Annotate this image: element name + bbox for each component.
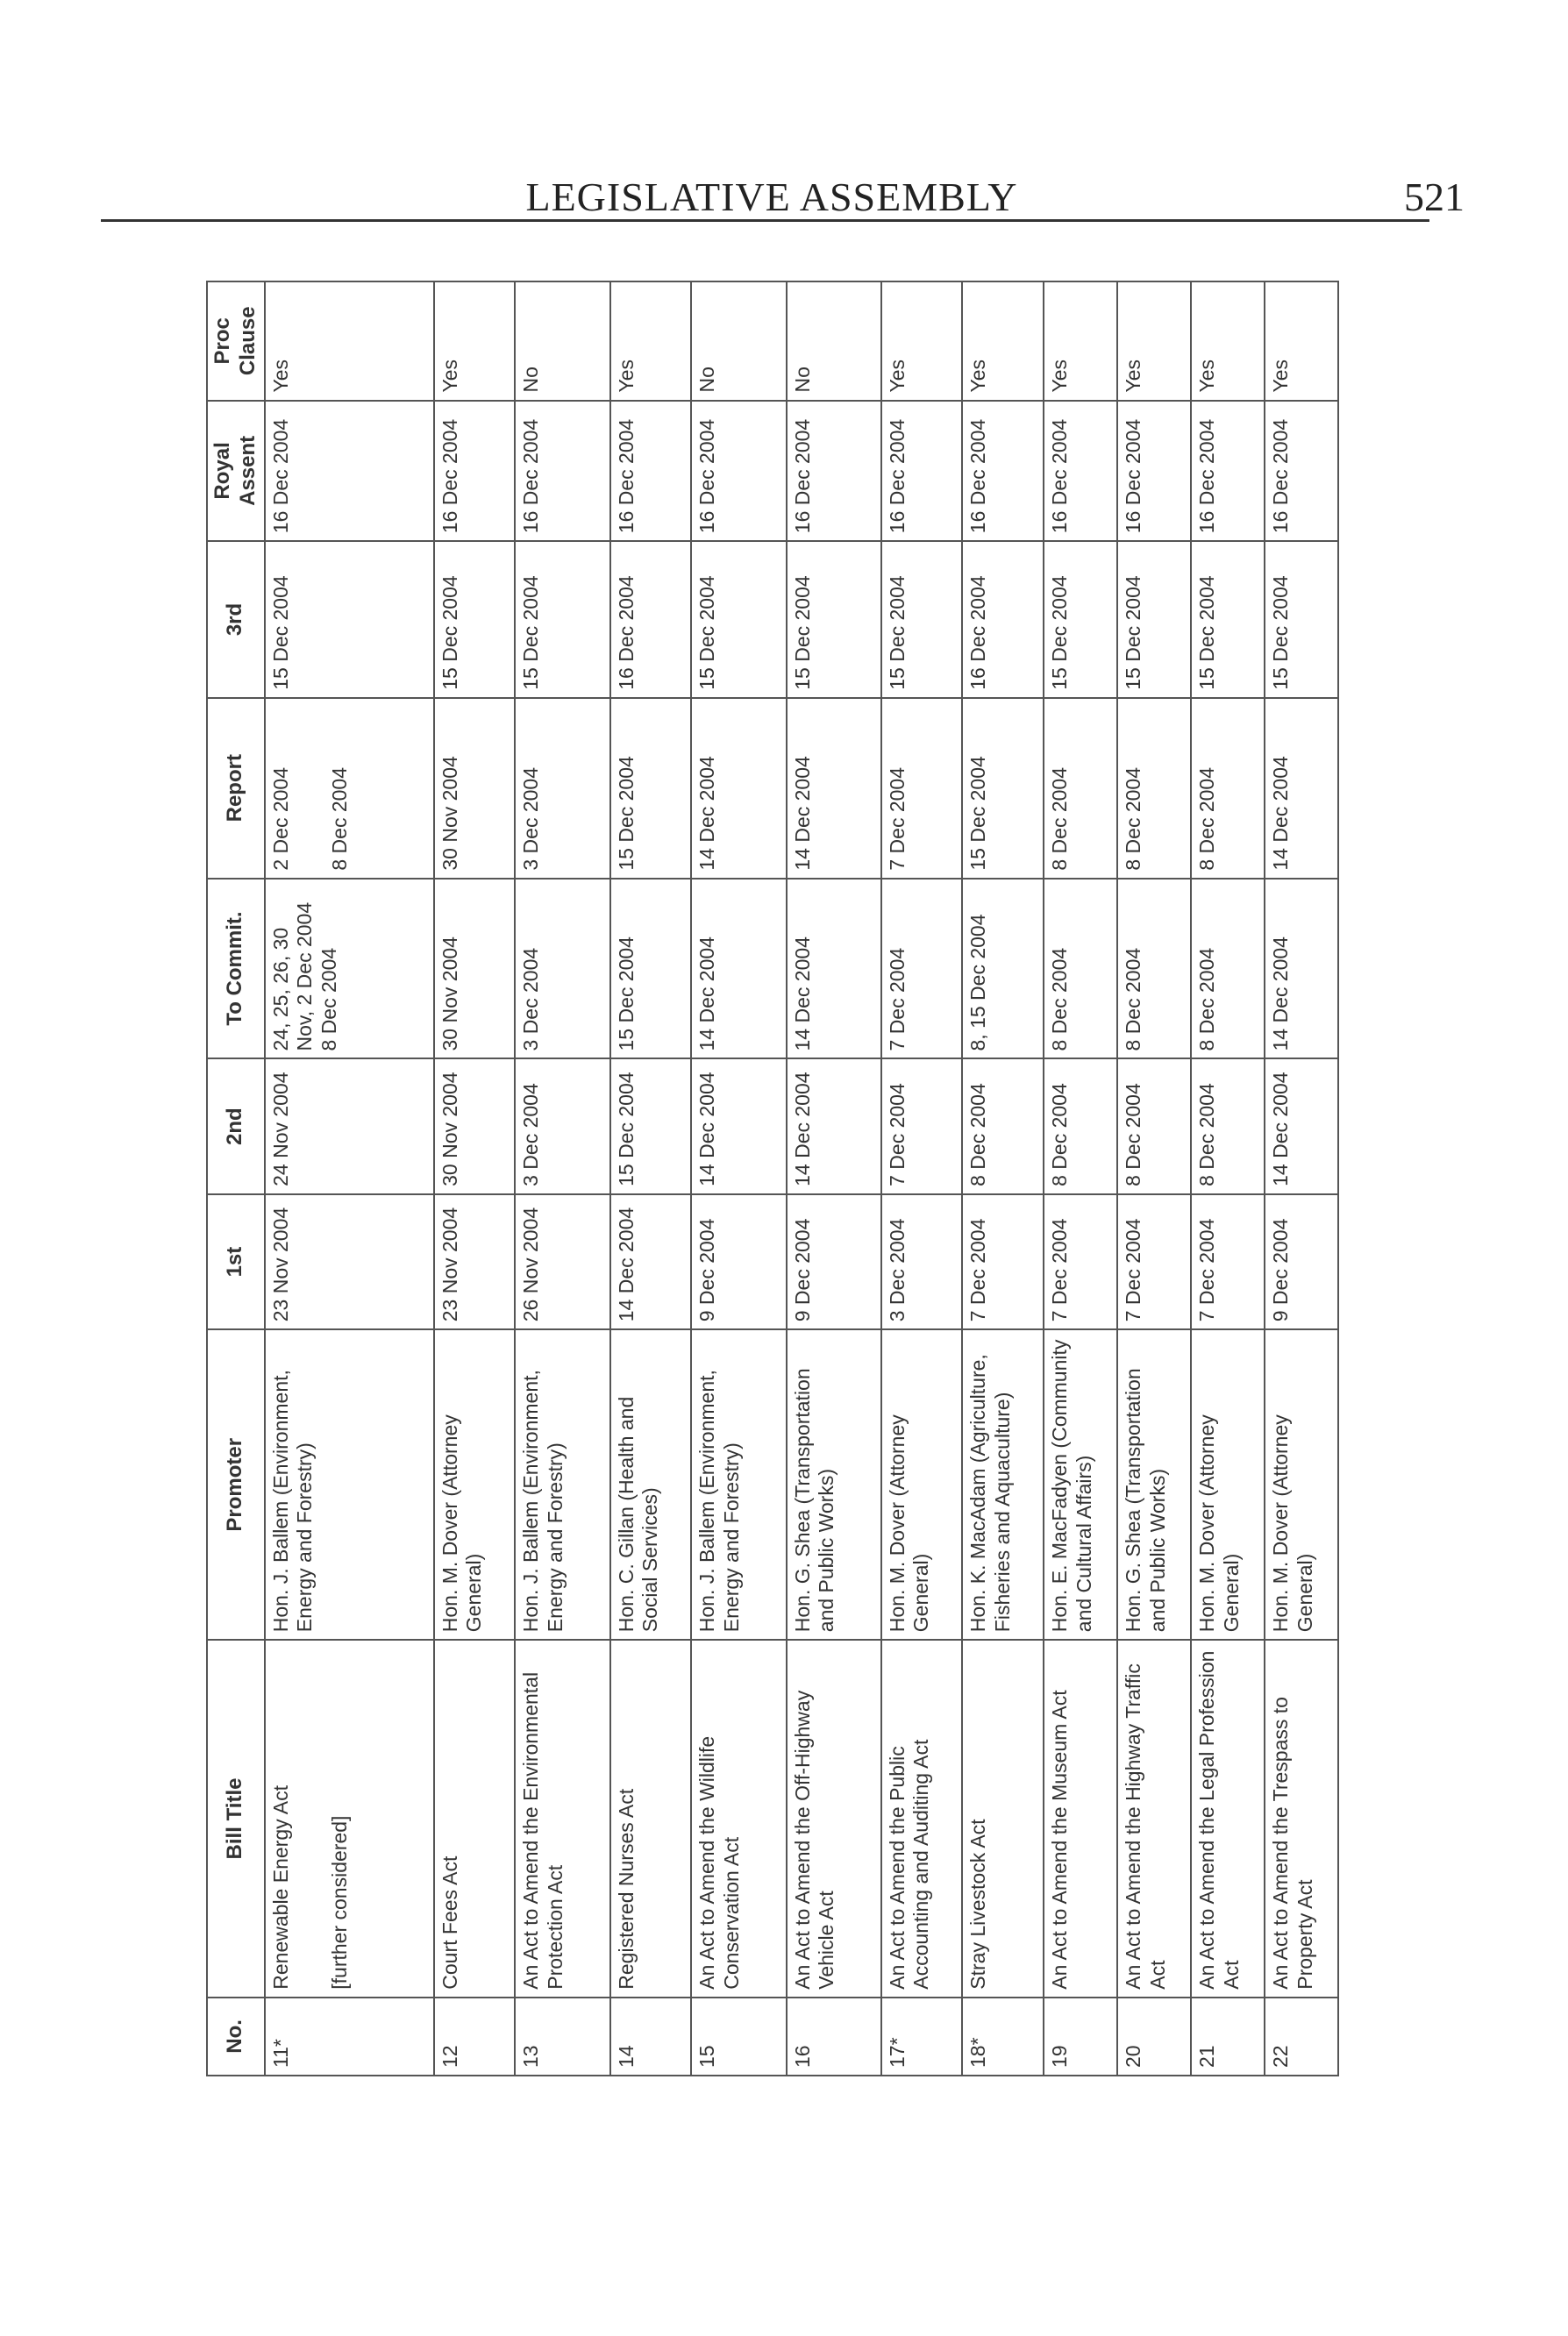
cell-third-text: 16 Dec 2004 bbox=[966, 575, 990, 690]
cell-commit bbox=[1117, 879, 1191, 1059]
table-row bbox=[962, 281, 1044, 2076]
cell-second bbox=[515, 1058, 609, 1193]
cell-third-text: 15 Dec 2004 bbox=[268, 575, 292, 690]
table-row bbox=[691, 281, 786, 2076]
cell-first-text: 7 Dec 2004 bbox=[1122, 1218, 1145, 1322]
cell-first-text: 26 Nov 2004 bbox=[519, 1207, 543, 1322]
cell-third bbox=[265, 541, 434, 698]
cell-third bbox=[434, 541, 516, 698]
col-header-second: 2nd bbox=[207, 1058, 265, 1193]
col-header-commit: To Commit. bbox=[207, 879, 265, 1059]
cell-first-text: 23 Nov 2004 bbox=[438, 1207, 461, 1322]
cell-no-text: 17* bbox=[885, 2037, 909, 2068]
cell-commit bbox=[691, 879, 786, 1059]
cell-report-text: 8 Dec 2004 bbox=[1122, 766, 1145, 871]
cell-promoter-text: Hon. J. Ballem (Environment, Energy and Forestry) bbox=[519, 1370, 567, 1633]
cell-third bbox=[1117, 541, 1191, 698]
cell-report bbox=[1044, 698, 1117, 879]
col-header-proc-clause bbox=[207, 281, 265, 401]
cell-no-text: 18* bbox=[966, 2037, 990, 2068]
cell-second-text: 30 Nov 2004 bbox=[438, 1072, 461, 1186]
cell-title bbox=[434, 1640, 516, 1998]
cell-title bbox=[1265, 1640, 1338, 1998]
cell-promoter-text: Hon. G. Shea (Transportation and Public Works) bbox=[1122, 1368, 1169, 1633]
table-row bbox=[1044, 281, 1117, 2076]
cell-first bbox=[881, 1194, 963, 1329]
cell-title bbox=[265, 1640, 434, 1998]
cell-no-text: 15 bbox=[695, 2045, 719, 2068]
cell-promoter bbox=[610, 1329, 692, 1640]
cell-first bbox=[691, 1194, 786, 1329]
cell-first-text: 7 Dec 2004 bbox=[1048, 1218, 1072, 1322]
cell-proc-text: Yes bbox=[1195, 360, 1219, 393]
cell-promoter bbox=[1191, 1329, 1265, 1640]
cell-title-text: An Act to Amend the Highway Traffic Act bbox=[1122, 1663, 1169, 1990]
cell-royal-text: 16 Dec 2004 bbox=[1122, 418, 1145, 534]
cell-no bbox=[610, 1998, 692, 2076]
cell-royal-text: 16 Dec 2004 bbox=[268, 418, 292, 534]
cell-royal bbox=[1117, 401, 1191, 542]
cell-no-text: 20 bbox=[1122, 2045, 1145, 2068]
cell-no bbox=[434, 1998, 516, 2076]
cell-royal-text: 16 Dec 2004 bbox=[790, 418, 814, 534]
cell-proc bbox=[1191, 281, 1265, 401]
cell-third-text: 15 Dec 2004 bbox=[695, 575, 719, 690]
cell-promoter-text: Hon. M. Dover (Attorney General) bbox=[438, 1414, 486, 1633]
cell-proc bbox=[265, 281, 434, 401]
cell-third bbox=[962, 541, 1044, 698]
cell-commit-text: 8, 15 Dec 2004 bbox=[966, 914, 990, 1051]
cell-promoter bbox=[1265, 1329, 1338, 1640]
cell-third bbox=[787, 541, 881, 698]
cell-royal-text: 16 Dec 2004 bbox=[438, 418, 461, 534]
cell-first bbox=[1044, 1194, 1117, 1329]
cell-title-text: An Act to Amend the Environmental Protection Act bbox=[519, 1671, 567, 1990]
cell-second bbox=[610, 1058, 692, 1193]
cell-no-text: 22 bbox=[1268, 2045, 1292, 2068]
cell-commit bbox=[1265, 879, 1338, 1059]
cell-first bbox=[265, 1194, 434, 1329]
cell-royal bbox=[1191, 401, 1265, 542]
cell-report bbox=[691, 698, 786, 879]
cell-title-text: Registered Nurses Act bbox=[614, 1788, 638, 1990]
cell-gap bbox=[293, 1648, 328, 1990]
cell-promoter-text: Hon. E. MacFadyen (Community and Cultural Affairs) bbox=[1048, 1339, 1095, 1633]
page-header-title: LEGISLATIVE ASSEMBLY bbox=[525, 174, 1018, 219]
cell-title-text: An Act to Amend the Off-Highway Vehicle Act bbox=[790, 1690, 838, 1990]
cell-promoter bbox=[787, 1329, 881, 1640]
cell-report-text: 8 Dec 2004 bbox=[1195, 766, 1219, 871]
cell-royal bbox=[962, 401, 1044, 542]
cell-report bbox=[962, 698, 1044, 879]
royal-header-line1: Royal bbox=[210, 442, 234, 500]
cell-promoter bbox=[691, 1329, 786, 1640]
cell-no-text: 16 bbox=[790, 2045, 814, 2068]
cell-royal bbox=[881, 401, 963, 542]
cell-no-text: 13 bbox=[519, 2045, 543, 2068]
cell-proc-text: Yes bbox=[1048, 360, 1072, 393]
cell-report-text: 8 Dec 2004 bbox=[1048, 766, 1072, 871]
cell-promoter bbox=[881, 1329, 963, 1640]
cell-first bbox=[610, 1194, 692, 1329]
cell-promoter-text: Hon. J. Ballem (Environment, Energy and Forestry) bbox=[695, 1370, 743, 1633]
cell-promoter-text: Hon. C. Gillan (Health and Social Services) bbox=[614, 1396, 662, 1633]
cell-commit bbox=[434, 879, 516, 1059]
cell-report bbox=[1191, 698, 1265, 879]
cell-proc-text: Yes bbox=[885, 360, 909, 393]
cell-second bbox=[691, 1058, 786, 1193]
cell-second bbox=[1191, 1058, 1265, 1193]
cell-second-text: 8 Dec 2004 bbox=[1122, 1083, 1145, 1186]
cell-first bbox=[962, 1194, 1044, 1329]
cell-first bbox=[434, 1194, 516, 1329]
cell-first-text: 3 Dec 2004 bbox=[885, 1218, 909, 1322]
cell-royal-text: 16 Dec 2004 bbox=[1048, 418, 1072, 534]
cell-report-text: 14 Dec 2004 bbox=[695, 756, 719, 871]
cell-first bbox=[515, 1194, 609, 1329]
table-row bbox=[1191, 281, 1265, 2076]
table-row bbox=[1265, 281, 1338, 2076]
cell-no-text: 11* bbox=[268, 2039, 292, 2068]
col-header-no: No. bbox=[207, 1998, 265, 2076]
cell-proc-text: Yes bbox=[1122, 360, 1145, 393]
cell-title-text: An Act to Amend the Museum Act bbox=[1048, 1690, 1072, 1990]
cell-second-text: 14 Dec 2004 bbox=[790, 1072, 814, 1186]
cell-third bbox=[1191, 541, 1265, 698]
cell-title-text: Court Fees Act bbox=[438, 1855, 461, 1990]
cell-report-text: 2 Dec 2004 bbox=[268, 766, 292, 871]
cell-report-text: 3 Dec 2004 bbox=[519, 766, 543, 871]
cell-commit-second-line: 8 Dec 2004 bbox=[317, 947, 340, 1051]
cell-second bbox=[1044, 1058, 1117, 1193]
cell-first-text: 9 Dec 2004 bbox=[695, 1218, 719, 1322]
cell-royal-text: 16 Dec 2004 bbox=[1195, 418, 1219, 534]
cell-report bbox=[515, 698, 609, 879]
cell-commit-text: 24, 25, 26, 30 Nov, 2 Dec 2004 bbox=[268, 901, 317, 1051]
cell-no-text: 12 bbox=[438, 2045, 461, 2068]
cell-title bbox=[1044, 1640, 1117, 1998]
cell-first bbox=[1191, 1194, 1265, 1329]
cell-third-text: 15 Dec 2004 bbox=[1048, 575, 1072, 690]
cell-proc bbox=[962, 281, 1044, 401]
cell-third bbox=[610, 541, 692, 698]
cell-commit-text: 7 Dec 2004 bbox=[885, 947, 909, 1051]
cell-second-text: 14 Dec 2004 bbox=[695, 1072, 719, 1186]
rotated-table-container bbox=[206, 281, 1339, 2076]
cell-first-text: 14 Dec 2004 bbox=[614, 1207, 638, 1322]
cell-third-text: 16 Dec 2004 bbox=[614, 575, 638, 690]
cell-second bbox=[1117, 1058, 1191, 1193]
cell-second bbox=[265, 1058, 434, 1193]
cell-title-text: Renewable Energy Act bbox=[268, 1785, 292, 1990]
cell-royal bbox=[1265, 401, 1338, 542]
cell-promoter bbox=[265, 1329, 434, 1640]
table-row bbox=[265, 281, 434, 2076]
cell-second-text: 14 Dec 2004 bbox=[1268, 1072, 1292, 1186]
cell-proc bbox=[1117, 281, 1191, 401]
cell-royal-text: 16 Dec 2004 bbox=[695, 418, 719, 534]
col-header-bill-title: Bill Title bbox=[207, 1640, 265, 1998]
cell-second bbox=[434, 1058, 516, 1193]
cell-commit bbox=[787, 879, 881, 1059]
cell-promoter-text: Hon. G. Shea (Transportation and Public Works) bbox=[790, 1368, 838, 1633]
cell-no bbox=[962, 1998, 1044, 2076]
cell-third-text: 15 Dec 2004 bbox=[1122, 575, 1145, 690]
cell-commit-text: 8 Dec 2004 bbox=[1195, 947, 1219, 1051]
cell-third-text: 15 Dec 2004 bbox=[790, 575, 814, 690]
cell-second-text: 7 Dec 2004 bbox=[885, 1083, 909, 1186]
cell-second bbox=[787, 1058, 881, 1193]
table-row bbox=[881, 281, 963, 2076]
cell-proc-text: No bbox=[790, 367, 814, 393]
cell-report-text: 15 Dec 2004 bbox=[966, 756, 990, 871]
col-header-royal-assent bbox=[207, 401, 265, 542]
cell-third bbox=[881, 541, 963, 698]
cell-proc-text: Yes bbox=[966, 360, 990, 393]
cell-title bbox=[881, 1640, 963, 1998]
cell-second-text: 8 Dec 2004 bbox=[966, 1083, 990, 1186]
proc-header-line1: Proc bbox=[210, 317, 234, 365]
cell-commit bbox=[515, 879, 609, 1059]
cell-proc-text: No bbox=[695, 367, 719, 393]
cell-proc-text: Yes bbox=[268, 360, 292, 393]
col-header-third: 3rd bbox=[207, 541, 265, 698]
cell-no bbox=[1044, 1998, 1117, 2076]
cell-third bbox=[1265, 541, 1338, 698]
cell-royal-text: 16 Dec 2004 bbox=[614, 418, 638, 534]
cell-commit-text: 8 Dec 2004 bbox=[1048, 947, 1072, 1051]
cell-title bbox=[962, 1640, 1044, 1998]
cell-no-text: 19 bbox=[1048, 2045, 1072, 2068]
cell-commit bbox=[265, 879, 434, 1059]
cell-proc bbox=[691, 281, 786, 401]
cell-title bbox=[1117, 1640, 1191, 1998]
table-row bbox=[787, 281, 881, 2076]
cell-second-text: 8 Dec 2004 bbox=[1048, 1083, 1072, 1186]
cell-royal bbox=[265, 401, 434, 542]
cell-title bbox=[515, 1640, 609, 1998]
cell-third bbox=[515, 541, 609, 698]
cell-promoter bbox=[1044, 1329, 1117, 1640]
cell-no bbox=[691, 1998, 786, 2076]
cell-commit bbox=[1191, 879, 1265, 1059]
cell-no bbox=[265, 1998, 434, 2076]
cell-no bbox=[1265, 1998, 1338, 2076]
cell-royal bbox=[610, 401, 692, 542]
cell-royal bbox=[515, 401, 609, 542]
cell-proc bbox=[515, 281, 609, 401]
cell-proc-text: Yes bbox=[1268, 360, 1292, 393]
bills-table bbox=[206, 281, 1339, 2076]
cell-first-text: 7 Dec 2004 bbox=[966, 1218, 990, 1322]
table-row bbox=[1117, 281, 1191, 2076]
cell-title-text: Stray Livestock Act bbox=[966, 1819, 990, 1990]
cell-commit-text: 15 Dec 2004 bbox=[614, 937, 638, 1051]
cell-third bbox=[1044, 541, 1117, 698]
cell-royal-text: 16 Dec 2004 bbox=[1268, 418, 1292, 534]
cell-report bbox=[881, 698, 963, 879]
cell-proc-text: Yes bbox=[438, 360, 461, 393]
cell-no bbox=[1117, 1998, 1191, 2076]
cell-report-text: 15 Dec 2004 bbox=[614, 756, 638, 871]
cell-first bbox=[1117, 1194, 1191, 1329]
cell-report bbox=[610, 698, 692, 879]
cell-proc bbox=[610, 281, 692, 401]
cell-title-text: An Act to Amend the Trespass to Property Act bbox=[1268, 1697, 1316, 1990]
cell-third bbox=[691, 541, 786, 698]
cell-proc bbox=[434, 281, 516, 401]
cell-second-text: 8 Dec 2004 bbox=[1195, 1083, 1219, 1186]
cell-title bbox=[610, 1640, 692, 1998]
cell-title-text: An Act to Amend the Public Accounting and Auditing Act bbox=[885, 1739, 933, 1990]
proc-header-line2: Clause bbox=[235, 306, 260, 376]
cell-commit-text: 30 Nov 2004 bbox=[438, 937, 461, 1051]
cell-promoter bbox=[515, 1329, 609, 1640]
cell-first bbox=[787, 1194, 881, 1329]
table-row bbox=[434, 281, 516, 2076]
cell-no-text: 21 bbox=[1195, 2045, 1219, 2068]
cell-second-text: 15 Dec 2004 bbox=[614, 1072, 638, 1186]
cell-third-text: 15 Dec 2004 bbox=[885, 575, 909, 690]
cell-royal bbox=[434, 401, 516, 542]
cell-promoter bbox=[1117, 1329, 1191, 1640]
cell-promoter-text: Hon. M. Dover (Attorney General) bbox=[1195, 1414, 1243, 1633]
cell-report-text: 14 Dec 2004 bbox=[1268, 756, 1292, 871]
cell-promoter bbox=[962, 1329, 1044, 1640]
cell-no bbox=[787, 1998, 881, 2076]
cell-commit-text: 14 Dec 2004 bbox=[1268, 937, 1292, 1051]
cell-report bbox=[1265, 698, 1338, 879]
cell-no bbox=[881, 1998, 963, 2076]
col-header-promoter: Promoter bbox=[207, 1329, 265, 1640]
cell-second bbox=[1265, 1058, 1338, 1193]
table-row bbox=[515, 281, 609, 2076]
cell-second bbox=[881, 1058, 963, 1193]
cell-proc-text: No bbox=[519, 367, 543, 393]
cell-royal bbox=[787, 401, 881, 542]
cell-report-second-line: 8 Dec 2004 bbox=[328, 766, 352, 871]
cell-gap bbox=[293, 706, 328, 871]
cell-first bbox=[1265, 1194, 1338, 1329]
cell-no bbox=[515, 1998, 609, 2076]
cell-second-text: 3 Dec 2004 bbox=[519, 1083, 543, 1186]
cell-report bbox=[787, 698, 881, 879]
cell-commit-text: 14 Dec 2004 bbox=[790, 937, 814, 1051]
col-header-first: 1st bbox=[207, 1194, 265, 1329]
cell-title-note: [further considered] bbox=[328, 1815, 352, 1990]
cell-title bbox=[691, 1640, 786, 1998]
table-row bbox=[610, 281, 692, 2076]
cell-third-text: 15 Dec 2004 bbox=[1195, 575, 1219, 690]
cell-third-text: 15 Dec 2004 bbox=[438, 575, 461, 690]
table-header-row bbox=[207, 281, 265, 2076]
cell-promoter-text: Hon. J. Ballem (Environment, Energy and Forestry) bbox=[268, 1370, 317, 1633]
page-number: 521 bbox=[1404, 174, 1465, 219]
cell-report bbox=[434, 698, 516, 879]
cell-proc bbox=[881, 281, 963, 401]
cell-title bbox=[1191, 1640, 1265, 1998]
cell-first-text: 7 Dec 2004 bbox=[1195, 1218, 1219, 1322]
cell-proc bbox=[787, 281, 881, 401]
cell-promoter-text: Hon. M. Dover (Attorney General) bbox=[885, 1414, 933, 1633]
cell-title bbox=[787, 1640, 881, 1998]
cell-report bbox=[1117, 698, 1191, 879]
cell-commit-text: 3 Dec 2004 bbox=[519, 947, 543, 1051]
cell-proc-text: Yes bbox=[614, 360, 638, 393]
cell-title-text: An Act to Amend the Wildlife Conservation Act bbox=[695, 1735, 743, 1990]
cell-promoter-text: Hon. M. Dover (Attorney General) bbox=[1268, 1414, 1316, 1633]
cell-royal-text: 16 Dec 2004 bbox=[966, 418, 990, 534]
cell-commit-text: 14 Dec 2004 bbox=[695, 937, 719, 1051]
cell-commit bbox=[881, 879, 963, 1059]
cell-report-text: 7 Dec 2004 bbox=[885, 766, 909, 871]
cell-title-text: An Act to Amend the Legal Profession Act bbox=[1195, 1650, 1243, 1990]
cell-proc bbox=[1044, 281, 1117, 401]
cell-report-text: 30 Nov 2004 bbox=[438, 756, 461, 871]
cell-second bbox=[962, 1058, 1044, 1193]
cell-report bbox=[265, 698, 434, 879]
cell-no-text: 14 bbox=[614, 2045, 638, 2068]
cell-no bbox=[1191, 1998, 1265, 2076]
cell-commit bbox=[962, 879, 1044, 1059]
cell-promoter-text: Hon. K. MacAdam (Agriculture, Fisheries and Aquaculture) bbox=[966, 1354, 1015, 1633]
cell-first-text: 9 Dec 2004 bbox=[1268, 1218, 1292, 1322]
col-header-report: Report bbox=[207, 698, 265, 879]
cell-commit bbox=[1044, 879, 1117, 1059]
cell-first-text: 9 Dec 2004 bbox=[790, 1218, 814, 1322]
cell-second-text: 24 Nov 2004 bbox=[268, 1072, 292, 1186]
cell-royal-text: 16 Dec 2004 bbox=[519, 418, 543, 534]
cell-royal-text: 16 Dec 2004 bbox=[885, 418, 909, 534]
cell-commit bbox=[610, 879, 692, 1059]
royal-header-line2: Assent bbox=[235, 435, 260, 506]
cell-third-text: 15 Dec 2004 bbox=[519, 575, 543, 690]
cell-proc bbox=[1265, 281, 1338, 401]
cell-report-text: 14 Dec 2004 bbox=[790, 756, 814, 871]
cell-commit-text: 8 Dec 2004 bbox=[1122, 947, 1145, 1051]
cell-royal bbox=[691, 401, 786, 542]
header-rule bbox=[101, 219, 1429, 222]
cell-royal bbox=[1044, 401, 1117, 542]
cell-first-text: 23 Nov 2004 bbox=[268, 1207, 292, 1322]
cell-third-text: 15 Dec 2004 bbox=[1268, 575, 1292, 690]
cell-promoter bbox=[434, 1329, 516, 1640]
